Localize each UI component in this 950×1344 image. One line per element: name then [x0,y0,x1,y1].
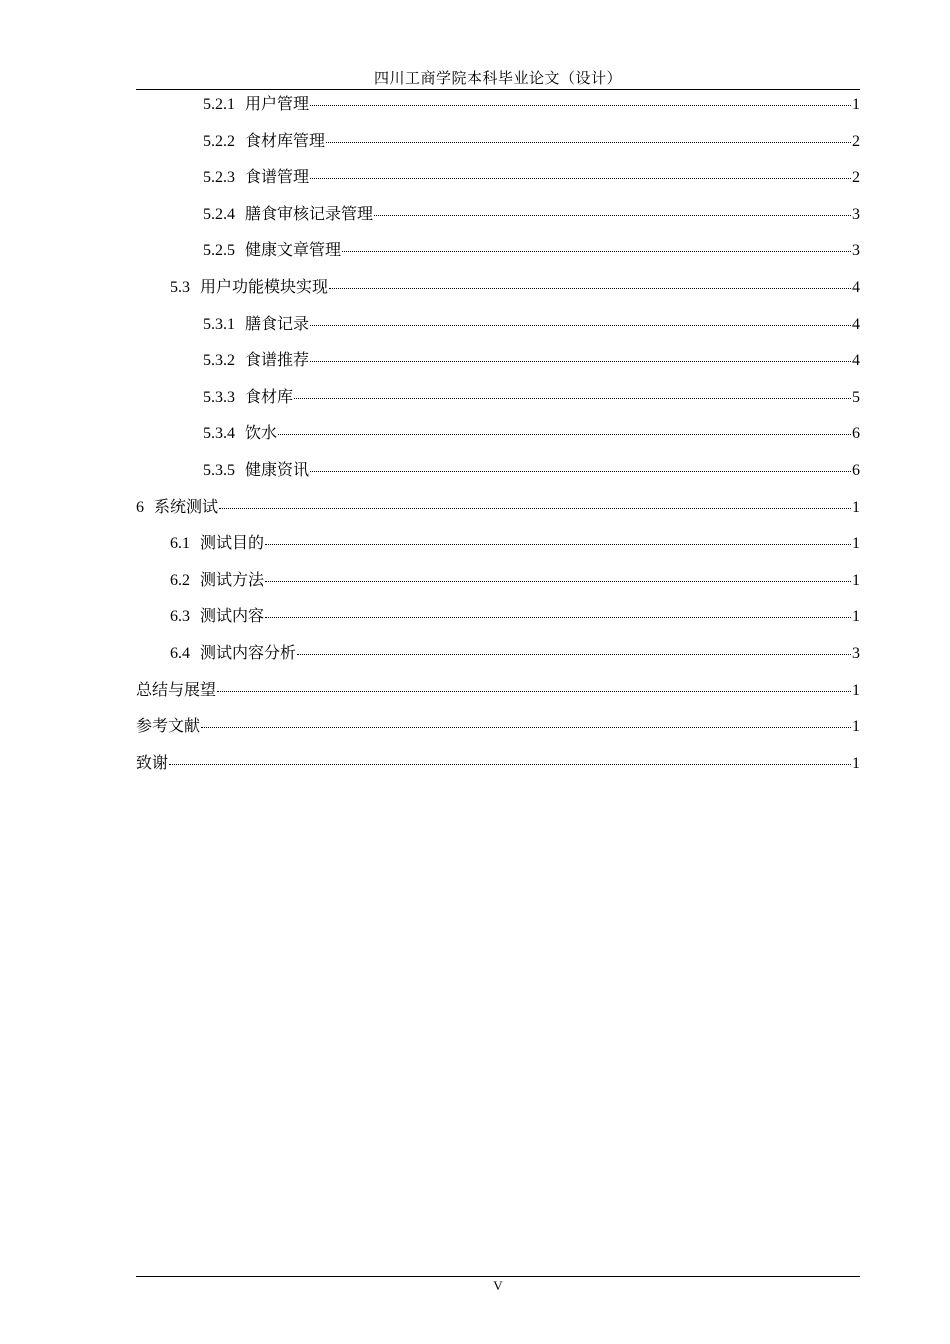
toc-entry-number: 5.3.3 [203,388,235,406]
toc-entry[interactable] [136,129,860,166]
toc-dot-leader [310,178,851,179]
toc-dot-leader [310,471,851,472]
toc-entry-label: 膳食记录 [245,313,310,333]
toc-entry-number: 6.3 [170,608,190,626]
toc-entry-page-number: 1 [852,718,860,736]
toc-entry-number: 5.3.4 [203,425,235,443]
toc-entry-page-number: 4 [852,278,860,296]
toc-entry-label: 用户功能模块实现 [200,276,329,296]
toc-entry-number: 6.1 [170,535,190,553]
toc-entry-page-number: 1 [852,754,860,772]
toc-entry[interactable] [136,495,860,532]
toc-entry-page-number: 1 [852,498,860,516]
page-number: V [493,1278,503,1293]
toc-entry[interactable] [136,714,860,751]
toc-entry-number: 6.2 [170,571,190,589]
toc-entry-number: 5.3.5 [203,461,235,479]
toc-entry-label: 测试内容 [200,606,265,626]
toc-dot-leader [219,508,851,509]
toc-entry[interactable] [136,275,860,312]
toc-entry-number: 6 [136,498,144,516]
toc-dot-leader [329,288,851,289]
toc-entry-page-number: 2 [852,132,860,150]
toc-entry-number: 5.2.2 [203,132,235,150]
toc-entry-page-number: 5 [852,388,860,406]
toc-entry-number: 5.2.5 [203,242,235,260]
toc-entry-page-number: 1 [852,608,860,626]
toc-entry[interactable] [136,92,860,129]
toc-entry[interactable] [136,202,860,239]
toc-entry[interactable] [136,751,860,788]
toc-entry[interactable] [136,641,860,678]
toc-dot-leader [278,434,851,435]
toc-entry-number: 5.3.2 [203,352,235,370]
toc-entry-page-number: 3 [852,242,860,260]
toc-dot-leader [326,142,851,143]
toc-entry-page-number: 3 [852,644,860,662]
toc-entry-number: 5.2.4 [203,205,235,223]
toc-dot-leader [294,398,851,399]
toc-entry-label: 健康资讯 [245,459,310,479]
toc-entry[interactable] [136,604,860,641]
toc-entry-label: 参考文献 [136,716,201,736]
toc-entry-page-number: 4 [852,315,860,333]
toc-entry[interactable] [136,385,860,422]
toc-entry[interactable] [136,238,860,275]
toc-entry-number: 5.2.3 [203,169,235,187]
toc-entry-number: 6.4 [170,644,190,662]
toc-entry-number: 5.3.1 [203,315,235,333]
header-rule [136,89,860,90]
toc-entry-number: 5.2.1 [203,96,235,113]
toc-entry[interactable] [136,568,860,605]
toc-dot-leader [217,691,851,692]
toc-entry[interactable] [136,678,860,715]
toc-entry-label: 食材库 [245,386,294,406]
toc-entry-label: 总结与展望 [136,679,217,699]
toc-entry-page-number: 6 [852,461,860,479]
toc-entry-page-number: 2 [852,169,860,187]
page-header-title: 四川工商学院本科毕业论文（设计） [373,69,622,87]
toc-entry[interactable] [136,312,860,349]
toc-entry-label: 测试目的 [200,533,265,553]
toc-entry[interactable] [136,165,860,202]
toc-entry-label: 测试方法 [200,569,265,589]
toc-dot-leader [342,251,851,252]
toc-dot-leader [297,654,851,655]
toc-dot-leader [310,361,851,362]
table-of-contents [136,92,860,787]
toc-entry[interactable] [136,458,860,495]
toc-entry-page-number: 1 [852,535,860,553]
toc-entry-number: 5.3 [170,278,190,296]
toc-entry-page-number: 1 [852,681,860,699]
toc-entry[interactable] [136,531,860,568]
toc-entry-label: 健康文章管理 [245,240,342,260]
toc-entry-label: 致谢 [136,752,169,772]
toc-entry-label: 测试内容分析 [200,642,297,662]
toc-dot-leader [265,617,851,618]
toc-entry-label: 食材库管理 [245,130,326,150]
toc-entry-page-number: 4 [852,352,860,370]
toc-dot-leader [265,544,851,545]
toc-entry-label: 系统测试 [154,496,219,516]
toc-entry-page-number: 1 [852,96,860,113]
toc-dot-leader [310,325,851,326]
toc-dot-leader [201,727,851,728]
toc-dot-leader [265,581,851,582]
toc-dot-leader [169,764,851,765]
toc-entry-label: 食谱管理 [245,167,310,187]
toc-entry-label: 食谱推荐 [245,350,310,370]
toc-entry-page-number: 6 [852,425,860,443]
toc-entry-label: 膳食审核记录管理 [245,203,374,223]
toc-entry[interactable] [136,348,860,385]
toc-entry-page-number: 1 [852,571,860,589]
toc-entry-page-number: 3 [852,205,860,223]
toc-dot-leader [374,215,851,216]
toc-entry-label: 用户管理 [245,94,310,113]
toc-dot-leader [310,105,851,106]
toc-entry-label: 饮水 [245,423,278,443]
toc-entry[interactable] [136,421,860,458]
